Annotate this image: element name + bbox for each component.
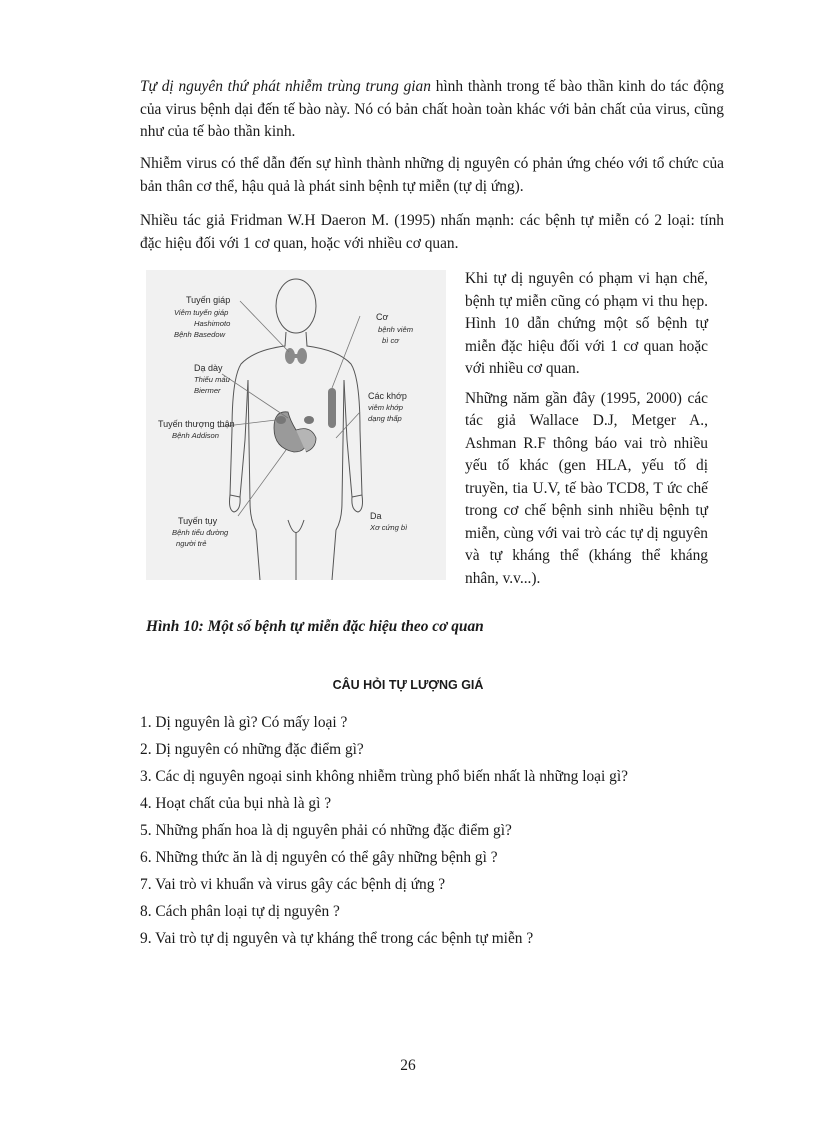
question-item: 6. Những thức ăn là dị nguyên có thể gây những bệnh gì ?: [140, 849, 498, 866]
figure-caption: Hình 10: Một số bệnh tự miễn đặc hiệu theo cơ quan: [146, 618, 484, 635]
label-pancreas: Tuyến tụy: [178, 516, 218, 526]
question-item: 7. Vai trò vi khuẩn và virus gây các bệnh dị ứng ?: [140, 876, 446, 893]
question-list: [140, 712, 628, 955]
organ-muscle: [328, 388, 336, 428]
question-item: 3. Các dị nguyên ngoại sinh không nhiễm trùng phổ biến nhất là những loại gì?: [140, 768, 628, 785]
question-item: 8. Cách phân loại tự dị nguyên ?: [140, 903, 340, 920]
leader-lines: [218, 301, 360, 516]
label-adrenal-disease-1: Bệnh Addison: [172, 431, 220, 440]
label-joints-disease-1: viêm khớp: [368, 403, 403, 412]
paragraph-3: Nhiều tác giả Fridman W.H Daeron M. (1995) nhấn mạnh: các bệnh tự miễn có 2 loại: tính đặc hiệu đối với 1 cơ quan, hoặc với nhiều cơ quan.: [140, 212, 724, 252]
label-skin: Da: [370, 511, 382, 521]
label-stomach-disease-1: Thiếu máu: [194, 375, 230, 384]
label-thyroid: Tuyến giáp: [186, 295, 231, 305]
paragraph-2: Nhiễm virus có thể dẫn đến sự hình thành những dị nguyên có phản ứng chéo với tổ chức của bản thân cơ thể, hậu quả là phát sinh bệnh tự miễn (tự dị ứng).: [140, 155, 724, 195]
label-pancreas-disease-1: Bệnh tiểu đường: [172, 528, 229, 537]
question-item: 4. Hoạt chất của bụi nhà là gì ?: [140, 795, 332, 812]
label-stomach-disease-2: Biermer: [194, 386, 221, 395]
label-thyroid-disease-3: Bệnh Basedow: [174, 330, 226, 339]
body-diagram-svg: [146, 270, 446, 580]
body-diagram-figure: [146, 270, 446, 580]
label-muscle-disease-2: bì cơ: [382, 336, 399, 345]
label-muscle-disease-1: bệnh viêm: [378, 325, 414, 334]
label-thyroid-disease-1: Viêm tuyến giáp: [174, 308, 229, 317]
question-item: 2. Dị nguyên có những đặc điểm gì?: [140, 741, 364, 758]
label-pancreas-disease-2: người trẻ: [176, 539, 207, 548]
label-adrenal: Tuyến thượng thận: [158, 419, 235, 429]
label-stomach: Dạ dày: [194, 363, 223, 373]
question-item: 9. Vai trò tự dị nguyên và tự kháng thể trong các bệnh tự miễn ?: [140, 930, 534, 947]
paragraph-1-italic: Tự dị nguyên thứ phát nhiễm trùng trung gian: [140, 78, 431, 95]
label-joints: Các khớp: [368, 391, 407, 401]
question-item: 1. Dị nguyên là gì? Có mấy loại ?: [140, 714, 348, 731]
paragraph-1: [140, 76, 724, 144]
label-skin-disease-1: Xơ cứng bì: [370, 523, 408, 532]
label-muscle: Cơ: [376, 312, 389, 322]
section-title: CÂU HỎI TỰ LƯỢNG GIÁ: [332, 678, 484, 692]
label-joints-disease-2: dạng thấp: [368, 414, 402, 423]
page-number: 26: [400, 1057, 416, 1074]
organ-thyroid: [285, 348, 307, 364]
figure-side-text: [465, 268, 708, 590]
organ-adrenal: [276, 416, 314, 424]
label-thyroid-disease-2: Hashimoto: [194, 319, 231, 328]
side-paragraph-1: Khi tự dị nguyên có phạm vi hạn chế, bệnh tự miễn cũng có phạm vi thu hẹp. Hình 10 dẫn chứng một số bệnh tự miễn đặc hiệu đối với 1 cơ quan hoặc với nhiều cơ quan.: [465, 270, 708, 377]
side-paragraph-2: Những năm gần đây (1995, 2000) các tác giả Wallace D.J, Metger A., Ashman R.F thông báo vai trò nhiều yếu tố khác (gen HLA, yếu tố dị truyền, tia U.V, tế bào TCD8, T ức chế trong cơ chế bệnh sinh nhiều bệnh tự miễn, cùng với vai trò các tự dị nguyên và tự kháng thể (kháng thể kháng nhân, v.v...).: [465, 389, 708, 587]
paragraph-1-text: hình thành trong tế bào thần kinh do tác động của virus bệnh dại đến tế bào này. Nó có bản chất hoàn toàn khác với bản chất của virus, cũng như của tế bào thần kinh.: [140, 78, 724, 140]
question-item: 5. Những phấn hoa là dị nguyên phải có những đặc điểm gì?: [140, 822, 512, 839]
